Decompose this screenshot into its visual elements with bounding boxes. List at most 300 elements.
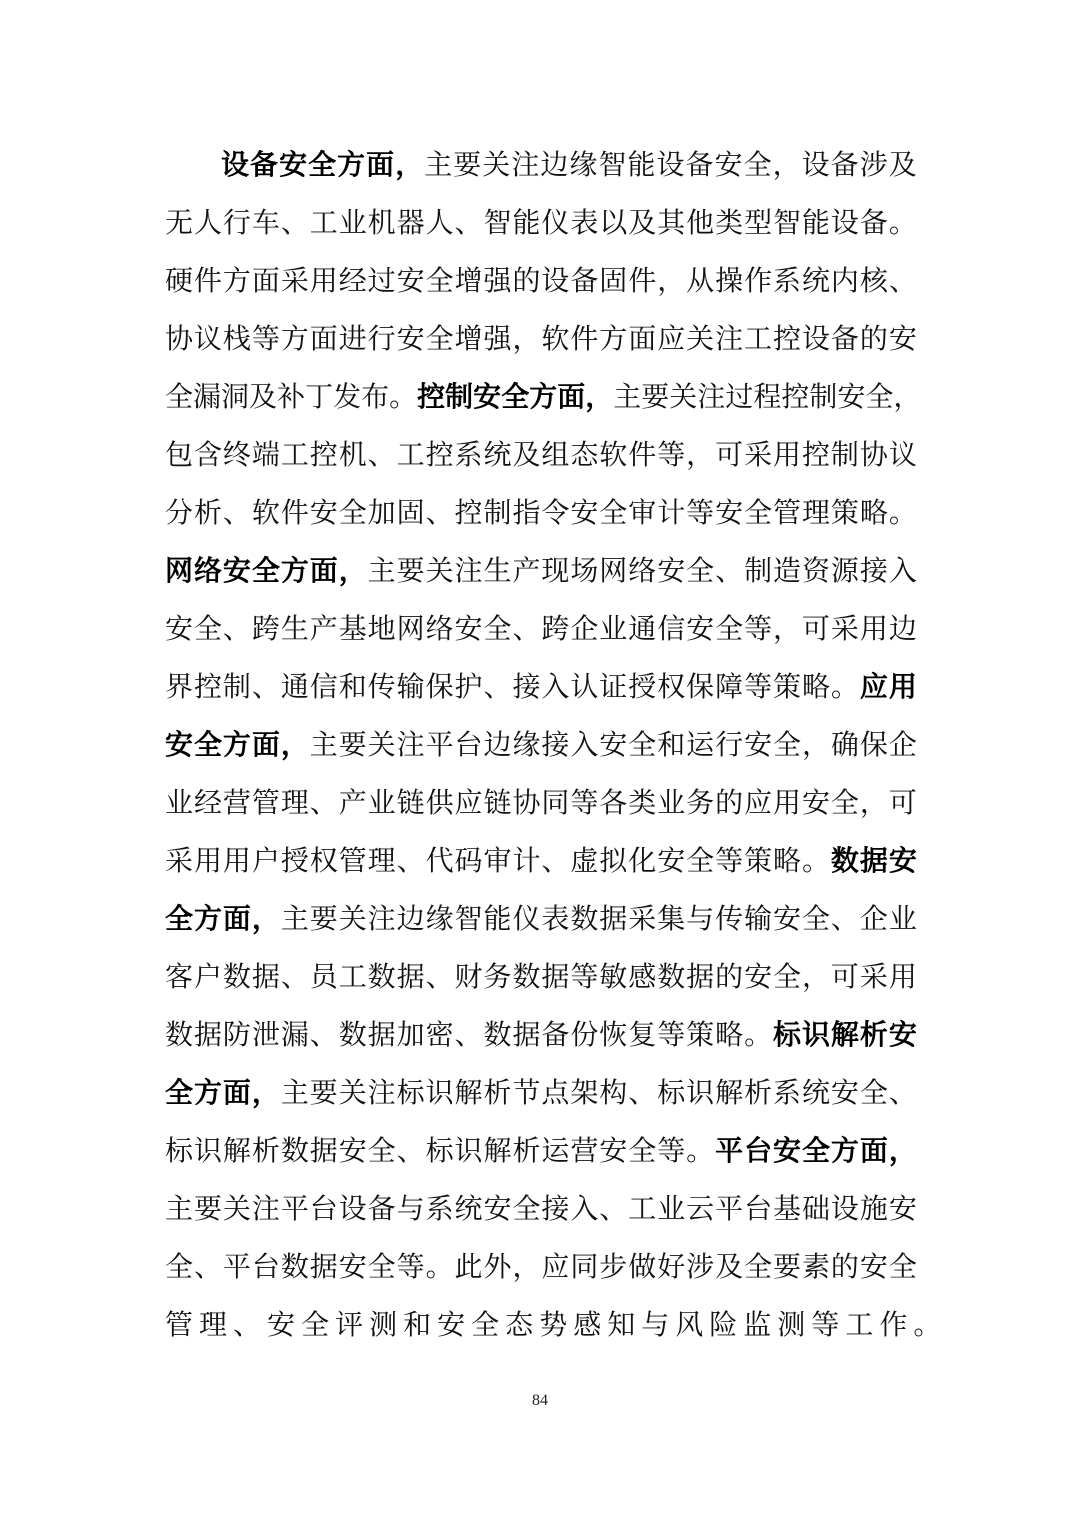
body-char: 业	[367, 786, 396, 819]
bold-heading-char: 络	[193, 554, 222, 587]
body-char: 关	[686, 322, 715, 355]
body-char: 控	[773, 322, 802, 355]
body-char: 采	[280, 264, 309, 297]
body-char: 场	[570, 554, 599, 587]
body-char: 通	[628, 612, 657, 645]
body-char: 的	[715, 786, 744, 819]
body-char: ，	[859, 786, 888, 819]
body-char: 面	[309, 322, 338, 355]
bold-heading-char: 用	[888, 670, 917, 703]
body-char: 全	[859, 1076, 888, 1109]
body-char: 营	[222, 786, 251, 819]
body-char: 恢	[599, 1018, 628, 1051]
body-char: ，	[512, 322, 541, 355]
body-char: 增	[454, 264, 483, 297]
body-char: 、	[367, 438, 396, 471]
body-char: 边	[396, 902, 425, 935]
body-char: 、	[628, 1076, 657, 1109]
body-char: 权	[309, 844, 338, 877]
body-char: 知	[607, 1308, 636, 1341]
body-char: 企	[888, 728, 917, 761]
body-char: 及	[715, 1250, 744, 1283]
body-char: 设	[338, 1192, 367, 1225]
bold-heading-char: ，	[888, 1134, 917, 1167]
body-char: 信	[657, 612, 686, 645]
body-char: 安	[773, 902, 802, 935]
body-char: 等	[657, 1134, 686, 1167]
body-char: 监	[743, 1308, 772, 1341]
text-line	[165, 310, 917, 368]
body-char: 接	[541, 1192, 570, 1225]
body-char: 程	[753, 380, 782, 413]
body-char: 安	[454, 612, 483, 645]
body-char: 据	[686, 960, 715, 993]
body-char: 数	[165, 1018, 194, 1051]
body-char: 作	[879, 1308, 908, 1341]
body-char: 主	[613, 380, 642, 413]
bold-heading-char: 安	[279, 148, 308, 181]
body-char: 方	[222, 264, 251, 297]
body-char: 业	[657, 786, 686, 819]
body-char: 备	[830, 148, 859, 181]
body-char: 户	[251, 844, 280, 877]
body-char: 议	[888, 438, 917, 471]
body-char: 工	[280, 438, 309, 471]
body-char: 控	[801, 438, 830, 471]
body-char: 与	[641, 1308, 670, 1341]
body-char: 构	[599, 1076, 628, 1109]
body-char: 析	[744, 1076, 773, 1109]
body-char: 智	[454, 902, 483, 935]
body-char: 风	[675, 1308, 704, 1341]
body-char: 安	[599, 1134, 628, 1167]
bold-heading-char: ，	[585, 380, 614, 413]
body-char: 主	[280, 1076, 309, 1109]
body-char: 用	[773, 786, 802, 819]
body-char: 注	[511, 148, 540, 181]
body-char: 仪	[541, 206, 570, 239]
body-char: 解	[715, 1076, 744, 1109]
body-char: 全	[193, 612, 222, 645]
body-char: 份	[570, 1018, 599, 1051]
bold-heading-char: 面	[222, 1076, 251, 1109]
body-char: 等	[744, 670, 773, 703]
bold-heading-char: 全	[501, 380, 530, 413]
body-char: ，	[801, 728, 830, 761]
body-char: 、	[280, 206, 309, 239]
body-char: 软	[599, 438, 628, 471]
body-char: 全	[743, 148, 772, 181]
bold-heading-char: 台	[744, 1134, 773, 1167]
body-char: 机	[338, 438, 367, 471]
body-char: 台	[744, 1192, 773, 1225]
body-char: 用	[193, 844, 222, 877]
bold-heading-char: 数	[830, 844, 859, 877]
body-char: ，	[772, 148, 801, 181]
body-char: 作	[744, 264, 773, 297]
body-paragraph	[165, 136, 942, 1354]
body-char: 系	[425, 1192, 454, 1225]
body-char: 注	[396, 728, 425, 761]
body-char: ，	[801, 960, 830, 993]
body-char: 现	[541, 554, 570, 587]
body-char: 方	[280, 322, 309, 355]
body-char: 车	[251, 206, 280, 239]
body-char: 协	[512, 786, 541, 819]
text-line	[165, 1238, 917, 1296]
body-char: 包	[165, 438, 194, 471]
body-char: 工	[309, 206, 338, 239]
body-char: 全	[773, 960, 802, 993]
body-char: 步	[599, 1250, 628, 1283]
body-char: 涉	[859, 148, 888, 181]
bold-heading-char: 面	[251, 728, 280, 761]
body-char: 能	[801, 206, 830, 239]
body-char: 计	[657, 496, 686, 529]
body-char: 用	[859, 612, 888, 645]
body-char: 边	[483, 728, 512, 761]
body-char: 全	[744, 496, 773, 529]
body-char: 、	[715, 554, 744, 587]
body-char: 入	[570, 1192, 599, 1225]
body-char: 业	[888, 902, 917, 935]
body-char: 发	[333, 380, 362, 413]
body-char: 边	[888, 612, 917, 645]
body-char: 略	[801, 670, 830, 703]
body-char: 缘	[569, 148, 598, 181]
bold-heading-char: 全	[251, 554, 280, 587]
body-char: 据	[541, 960, 570, 993]
body-char: 密	[425, 1018, 454, 1051]
body-char: 基	[338, 612, 367, 645]
body-char: 智	[773, 206, 802, 239]
body-char: 同	[541, 786, 570, 819]
body-char: 数	[367, 960, 396, 993]
body-char: 保	[686, 670, 715, 703]
body-char: 审	[483, 844, 512, 877]
body-char: 采	[859, 960, 888, 993]
bold-heading-char: 平	[715, 1134, 744, 1167]
bold-heading-char: 全	[308, 148, 337, 181]
body-char: 网	[599, 554, 628, 587]
body-char: 组	[541, 438, 570, 471]
body-char: 全	[425, 322, 454, 355]
body-char: 控	[309, 438, 338, 471]
body-char: 保	[425, 670, 454, 703]
body-char: 理	[801, 496, 830, 529]
body-char: 据	[251, 960, 280, 993]
body-char: 跨	[251, 612, 280, 645]
body-char: 基	[773, 1192, 802, 1225]
body-char: 关	[338, 1076, 367, 1109]
body-char: 备	[859, 206, 888, 239]
body-char: 内	[830, 264, 859, 297]
bold-heading-char: 安	[888, 844, 917, 877]
body-char: 机	[367, 206, 396, 239]
body-char: 件	[570, 322, 599, 355]
body-char: 安	[309, 496, 338, 529]
body-char: 全	[165, 380, 194, 413]
body-char: 识	[425, 1076, 454, 1109]
body-char: 丁	[305, 380, 334, 413]
body-char: 数	[222, 960, 251, 993]
body-char: 件	[280, 496, 309, 529]
body-char: 输	[744, 902, 773, 935]
body-char: 进	[338, 322, 367, 355]
body-char: 制	[483, 496, 512, 529]
body-char: 审	[628, 496, 657, 529]
body-char: 据	[512, 1018, 541, 1051]
text-line	[165, 716, 917, 774]
bold-heading-char: 方	[193, 902, 222, 935]
body-char: 漏	[193, 380, 222, 413]
body-char: 认	[570, 670, 599, 703]
body-char: 行	[367, 322, 396, 355]
body-char: 略	[773, 844, 802, 877]
body-char: 全	[367, 1134, 396, 1167]
bold-heading-char: 设	[221, 148, 250, 181]
body-char: 采	[744, 438, 773, 471]
body-char: 感	[573, 1308, 602, 1341]
body-char: 企	[570, 612, 599, 645]
body-char: 权	[657, 670, 686, 703]
body-char: 漏	[280, 1018, 309, 1051]
body-char: 授	[280, 844, 309, 877]
body-char: 数	[512, 960, 541, 993]
text-line	[165, 948, 917, 1006]
body-char: 、	[888, 264, 917, 297]
body-char: 等	[715, 844, 744, 877]
body-char: 各	[599, 786, 628, 819]
body-char: 工	[396, 438, 425, 471]
body-char: 施	[859, 1192, 888, 1225]
body-char: 等	[657, 438, 686, 471]
body-char: 台	[454, 728, 483, 761]
body-char: 确	[830, 728, 859, 761]
body-char: 安	[267, 1308, 296, 1341]
text-line	[165, 832, 917, 890]
body-char: 用	[888, 960, 917, 993]
body-char: 安	[744, 960, 773, 993]
body-char: 数	[570, 902, 599, 935]
bold-heading-char: ，	[251, 1076, 280, 1109]
page-number: 84	[532, 1392, 548, 1409]
body-char: 全	[773, 728, 802, 761]
body-char: 主	[165, 1192, 194, 1225]
body-char: 等	[570, 960, 599, 993]
text-line	[165, 658, 917, 716]
text-line	[165, 542, 917, 600]
body-char: 要	[193, 1192, 222, 1225]
bold-heading-char: 面	[222, 902, 251, 935]
body-char: 能	[483, 902, 512, 935]
bold-heading-char: 析	[859, 1018, 888, 1051]
body-char: 及	[512, 438, 541, 471]
body-char: 系	[773, 1076, 802, 1109]
body-char: 、	[193, 1250, 222, 1283]
body-char: 安	[396, 264, 425, 297]
body-char: 与	[686, 902, 715, 935]
body-char: 。	[913, 1308, 942, 1341]
body-char: 策	[744, 844, 773, 877]
body-char: 虚	[570, 844, 599, 877]
body-char: 采	[830, 612, 859, 645]
bold-heading-char: 面	[366, 148, 395, 181]
body-char: 入	[541, 670, 570, 703]
body-char: 集	[657, 902, 686, 935]
body-char: 平	[715, 1192, 744, 1225]
body-char: 入	[888, 554, 917, 587]
body-char: 及	[888, 148, 917, 181]
body-char: 要	[773, 1250, 802, 1283]
body-char: 、	[396, 1134, 425, 1167]
body-char: 险	[709, 1308, 738, 1341]
body-char: 解	[454, 1076, 483, 1109]
body-char: 护	[454, 670, 483, 703]
body-char: 策	[686, 1018, 715, 1051]
text-line	[165, 1064, 917, 1122]
body-char: ，	[657, 264, 686, 297]
body-char: 。	[744, 1018, 773, 1051]
bold-heading-char: 方	[193, 1076, 222, 1109]
body-char: 析	[193, 496, 222, 529]
body-char: 客	[165, 960, 194, 993]
body-char: 络	[628, 554, 657, 587]
body-char: 边	[540, 148, 569, 181]
body-char: 跨	[541, 612, 570, 645]
body-char: 布	[361, 380, 390, 413]
body-char: 工	[744, 322, 773, 355]
body-char: 核	[859, 264, 888, 297]
body-char: 产	[338, 786, 367, 819]
bold-heading-char: 据	[859, 844, 888, 877]
body-char: 据	[193, 1018, 222, 1051]
body-char: 台	[309, 1192, 338, 1225]
body-char: 加	[396, 1018, 425, 1051]
body-char: 通	[280, 670, 309, 703]
body-char: 安	[483, 1192, 512, 1225]
body-char: 标	[396, 1076, 425, 1109]
body-char: 采	[165, 844, 194, 877]
body-char: 计	[512, 844, 541, 877]
body-char: 、	[483, 670, 512, 703]
body-char: 做	[628, 1250, 657, 1283]
body-char: 、	[454, 206, 483, 239]
body-char: 据	[599, 902, 628, 935]
body-char: 全	[301, 1308, 330, 1341]
body-char: 络	[425, 612, 454, 645]
body-char: 。	[801, 844, 830, 877]
body-char: 全	[425, 264, 454, 297]
body-char: 架	[570, 1076, 599, 1109]
body-char: 策	[773, 670, 802, 703]
body-char: 统	[801, 264, 830, 297]
body-char: 和	[338, 670, 367, 703]
body-char: 础	[801, 1192, 830, 1225]
body-char: 略	[715, 1018, 744, 1051]
body-char: ，	[512, 1250, 541, 1283]
body-char: 件	[628, 264, 657, 297]
body-char: 测	[777, 1308, 806, 1341]
body-char: 、	[830, 902, 859, 935]
body-char: 敏	[599, 960, 628, 993]
body-char: 用	[773, 438, 802, 471]
body-char: 全	[338, 496, 367, 529]
body-char: 平	[222, 1250, 251, 1283]
body-char: 生	[483, 554, 512, 587]
body-char: 同	[570, 1250, 599, 1283]
body-char: 全	[801, 902, 830, 935]
body-char: 业	[165, 786, 194, 819]
body-char: 类	[628, 786, 657, 819]
body-char: 制	[744, 554, 773, 587]
body-char: 运	[541, 1134, 570, 1167]
body-char: 全	[471, 1308, 500, 1341]
body-char: 注	[367, 902, 396, 935]
bold-heading-char: 识	[801, 1018, 830, 1051]
body-char: 的	[859, 322, 888, 355]
body-char: 、	[280, 960, 309, 993]
body-char: 企	[859, 902, 888, 935]
bold-heading-char: 全	[165, 1076, 194, 1109]
body-char: 业	[657, 1192, 686, 1225]
bold-heading-char: 全	[193, 728, 222, 761]
body-char: 关	[338, 902, 367, 935]
body-char: 的	[715, 960, 744, 993]
body-char: 要	[338, 728, 367, 761]
body-char: 备	[830, 322, 859, 355]
body-char: 安	[338, 1250, 367, 1283]
body-char: 主	[367, 554, 396, 587]
body-char: ，	[773, 612, 802, 645]
body-char: 资	[801, 554, 830, 587]
body-char: 洞	[221, 380, 250, 413]
body-char: 等	[744, 612, 773, 645]
body-char: 要	[453, 148, 482, 181]
body-char: 行	[222, 206, 251, 239]
body-char: 制	[809, 380, 838, 413]
body-char: 、	[309, 786, 338, 819]
body-char: 统	[801, 1076, 830, 1109]
body-char: 等	[251, 322, 280, 355]
body-char: 障	[715, 670, 744, 703]
body-char: 主	[280, 902, 309, 935]
body-char: 固	[396, 496, 425, 529]
body-char: 要	[641, 380, 670, 413]
body-char: 安	[715, 496, 744, 529]
body-char: 全	[628, 1134, 657, 1167]
body-char: 析	[512, 1134, 541, 1167]
body-char: 关	[482, 148, 511, 181]
body-char: 控	[454, 496, 483, 529]
body-char: 缘	[425, 902, 454, 935]
body-char: 产	[512, 554, 541, 587]
body-char: 标	[657, 1076, 686, 1109]
body-char: ，	[686, 438, 715, 471]
body-char: 析	[251, 1134, 280, 1167]
body-char: 管	[338, 844, 367, 877]
bold-heading-char: 面	[859, 1134, 888, 1167]
body-char: 全	[483, 612, 512, 645]
body-char: 、	[222, 612, 251, 645]
text-line	[165, 1296, 942, 1354]
body-char: 系	[773, 264, 802, 297]
bold-heading-char: 解	[830, 1018, 859, 1051]
body-char: 传	[715, 902, 744, 935]
bold-heading-char: 方	[529, 380, 558, 413]
bold-heading-char: 全	[801, 1134, 830, 1167]
body-char: 运	[686, 728, 715, 761]
